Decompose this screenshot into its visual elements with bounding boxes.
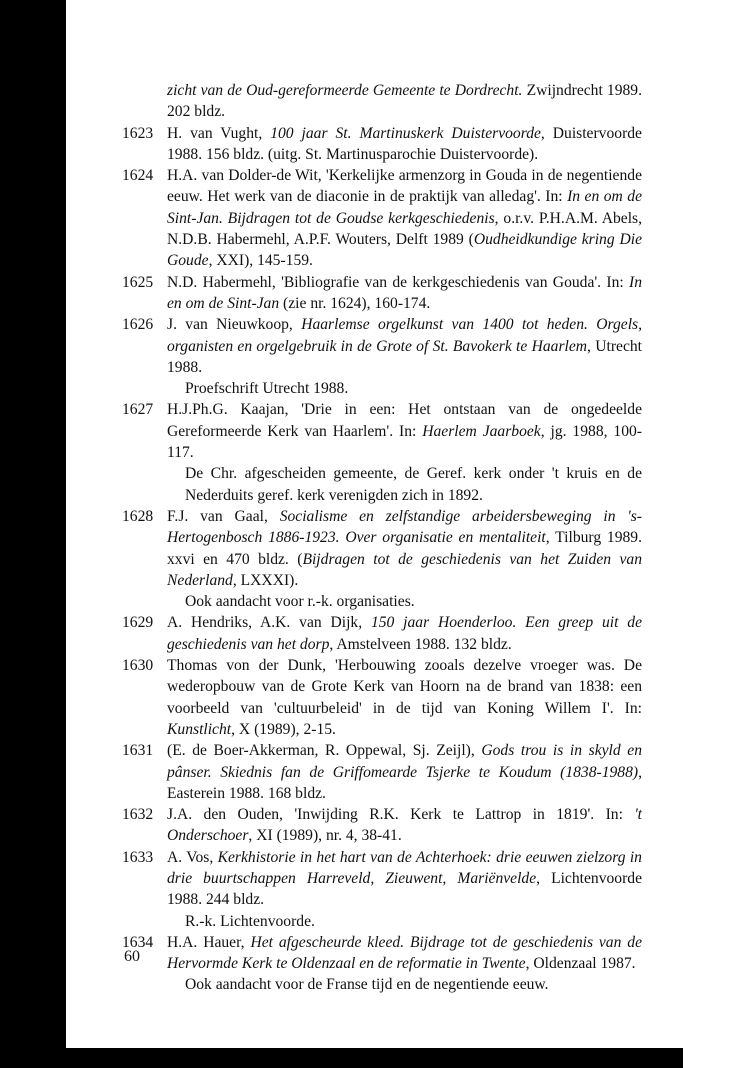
entry-number: 1627 [122,401,154,419]
entry-text [122,740,642,804]
entry-text [122,272,642,315]
citation-text: (E. de Boer-Akkerman, R. Oppewal, Sj. Zeijl), [167,742,482,760]
citation-text: , Lichtenvoorde 1988. 244 bldz. [167,869,642,909]
title-italic: Haarlemse orgelkunst van 1400 tot heden. Orgels, organisten en orgelgebruik in de Grote of St. Bavokerk te Haarlem [167,316,643,355]
entry-number: 1630 [122,657,154,675]
entry-number: 1632 [122,806,154,824]
citation-text: A. Hendriks, A.K. van Dijk, [167,614,371,632]
entry-text [122,80,642,123]
bibliography-page [122,80,642,996]
citation-text: , XI (1989), nr. 4, 38-41. [248,827,402,845]
citation-text: , LXXXI). [232,571,299,589]
entry-note: Ook aandacht voor de Franse tijd en de negentiende eeuw. [185,976,549,994]
entry-text [122,655,642,740]
title-italic: Oudheidkundige kring Die Goude [167,231,642,270]
title-italic: Het afgescheurde kleed. Bijdrage tot de geschiedenis van de Hervormde Kerk te Oldenzaal en de reformatie in Twente [167,933,643,973]
citation-text: Zwijndrecht 1989. 202 bldz. [167,82,643,121]
entry-number: 1631 [122,742,154,760]
entry-number: 1626 [122,316,154,334]
citation-text: , Oldenzaal 1987. [525,955,636,973]
entry-text [122,506,642,591]
entry-text [122,399,642,463]
title-italic: In en om de Sint-Jan. Bijdragen tot de Goudse kerkgeschiedenis [167,188,642,227]
citation-text: , jg. 1988, 100-117. [167,422,642,462]
citation-text: Thomas von der Dunk, 'Herbouwing zooals dezelve vroeger was. De wederopbouw van de Grote Kerk van Hoorn na de brand van 1838: een voorbeeld van 'cultuurbeleid' in de tijd van Koning Willem I'. In: [167,657,642,717]
bibliography-entry [122,80,642,123]
title-italic: Haerlem Jaarboek [422,422,541,440]
citation-text: , Easterein 1988. 168 bldz. [167,763,642,802]
citation-text: N.D. Habermehl, 'Bibliografie van de kerkgeschiedenis van Gouda'. In: [167,273,629,291]
bibliography-entry [122,165,642,271]
entry-note: Ook aandacht voor r.-k. organisaties. [185,593,415,611]
title-italic: zicht van de Oud-gereformeerde Gemeente te Dordrecht. [167,82,523,99]
citation-text: , Tilburg 1989. xxvi en 470 bldz. ( [167,529,642,568]
bibliography-entry [122,123,642,166]
title-italic: Socialisme en zelfstandige arbeidersbeweging in 's-Hertogenbosch 1886-1923. Over organisatie en mentaliteit [167,507,642,547]
entry-text [122,804,642,847]
citation-text: (zie nr. 1624), 160-174. [279,294,431,312]
bibliography-entry [122,655,642,740]
citation-text: , Amstelveen 1988. 132 bldz. [329,635,512,653]
bibliography-entry [122,740,642,804]
entry-text [122,165,642,271]
citation-text: F.J. van Gaal, [167,507,280,525]
title-italic: 't Onderschoer [167,806,642,845]
title-italic: Kerkhistorie in het hart van de Achterhoek: drie eeuwen zielzorg in drie buurtschappen Harreveld, Zieuwent, Mariënvelde [167,848,642,887]
citation-text: , o.r.v. P.H.A.M. Abels, N.D.B. Habermehl, A.P.F. Wouters, Delft 1989 ( [167,209,642,249]
citation-text: A. Vos, [167,848,218,866]
entry-number: 1634 [122,933,154,951]
entry-note: Proefschrift Utrecht 1988. [185,380,349,398]
bibliography-entry [122,804,642,847]
bibliography-entry [122,399,642,505]
entry-number: 1623 [122,124,154,142]
entry-number: 1625 [122,273,154,291]
citation-text: H.A. Hauer, [167,933,251,951]
entry-number: 1628 [122,507,154,525]
citation-text: H. van Vught, [167,124,271,142]
entry-text [122,847,642,911]
entry-text [122,612,642,655]
entry-note: De Chr. afgescheiden gemeente, de Geref. kerk onder 't kruis en de Nederduits geref. kerk verenigden zich in 1892. [185,465,642,504]
bibliography-entry [122,847,642,932]
entry-text [122,123,642,166]
scan-border-bottom [0,1048,683,1068]
scan-border-left [0,0,66,1068]
title-italic: Gods trou is in skyld en pânser. Skiednis fan de Griffomearde Tsjerke te Koudum (1838-1988) [167,742,642,781]
citation-text: H.A. van Dolder-de Wit, 'Kerkelijke armenzorg in Gouda in de negentiende eeuw. Het werk van de diaconie in de praktijk van alledag'. In: [167,167,642,206]
entry-text [122,932,642,975]
entry-note: R.-k. Lichtenvoorde. [185,912,315,930]
bibliography-entry [122,314,642,399]
entry-number: 1629 [122,614,154,632]
entry-text [122,314,642,378]
citation-text: , Duistervoorde 1988. 156 bldz. (uitg. St. Martinusparochie Duistervoorde). [167,124,642,163]
entry-number: 1633 [122,848,154,866]
bibliography-entry [122,272,642,315]
title-italic: 150 jaar Hoenderloo. Een greep uit de geschiedenis van het dorp [167,614,642,653]
title-italic: Bijdragen tot de geschiedenis van het Zuiden van Nederland [167,550,642,589]
title-italic: 100 jaar St. Martinuskerk Duistervoorde [270,124,541,142]
citation-text: H.J.Ph.G. Kaajan, 'Drie in een: Het ontstaan van de ongedeelde Gereformeerde Kerk van Haarlem'. In: [167,401,642,440]
title-italic: In en om de Sint-Jan [167,273,642,312]
page-number: 60 [124,948,140,965]
bibliography-entry [122,932,642,996]
bibliography-entry [122,506,642,612]
entry-number: 1624 [122,167,154,185]
citation-text: , X (1989), 2-15. [231,720,336,738]
title-italic: Kunstlicht [167,720,232,738]
citation-text: J. van Nieuwkoop, [167,316,302,334]
bibliography-entry [122,612,642,655]
citation-text: , Utrecht 1988. [167,337,642,376]
citation-text: J.A. den Ouden, 'Inwijding R.K. Kerk te Lattrop in 1819'. In: [167,806,635,824]
citation-text: , XXI), 145-159. [208,252,313,270]
